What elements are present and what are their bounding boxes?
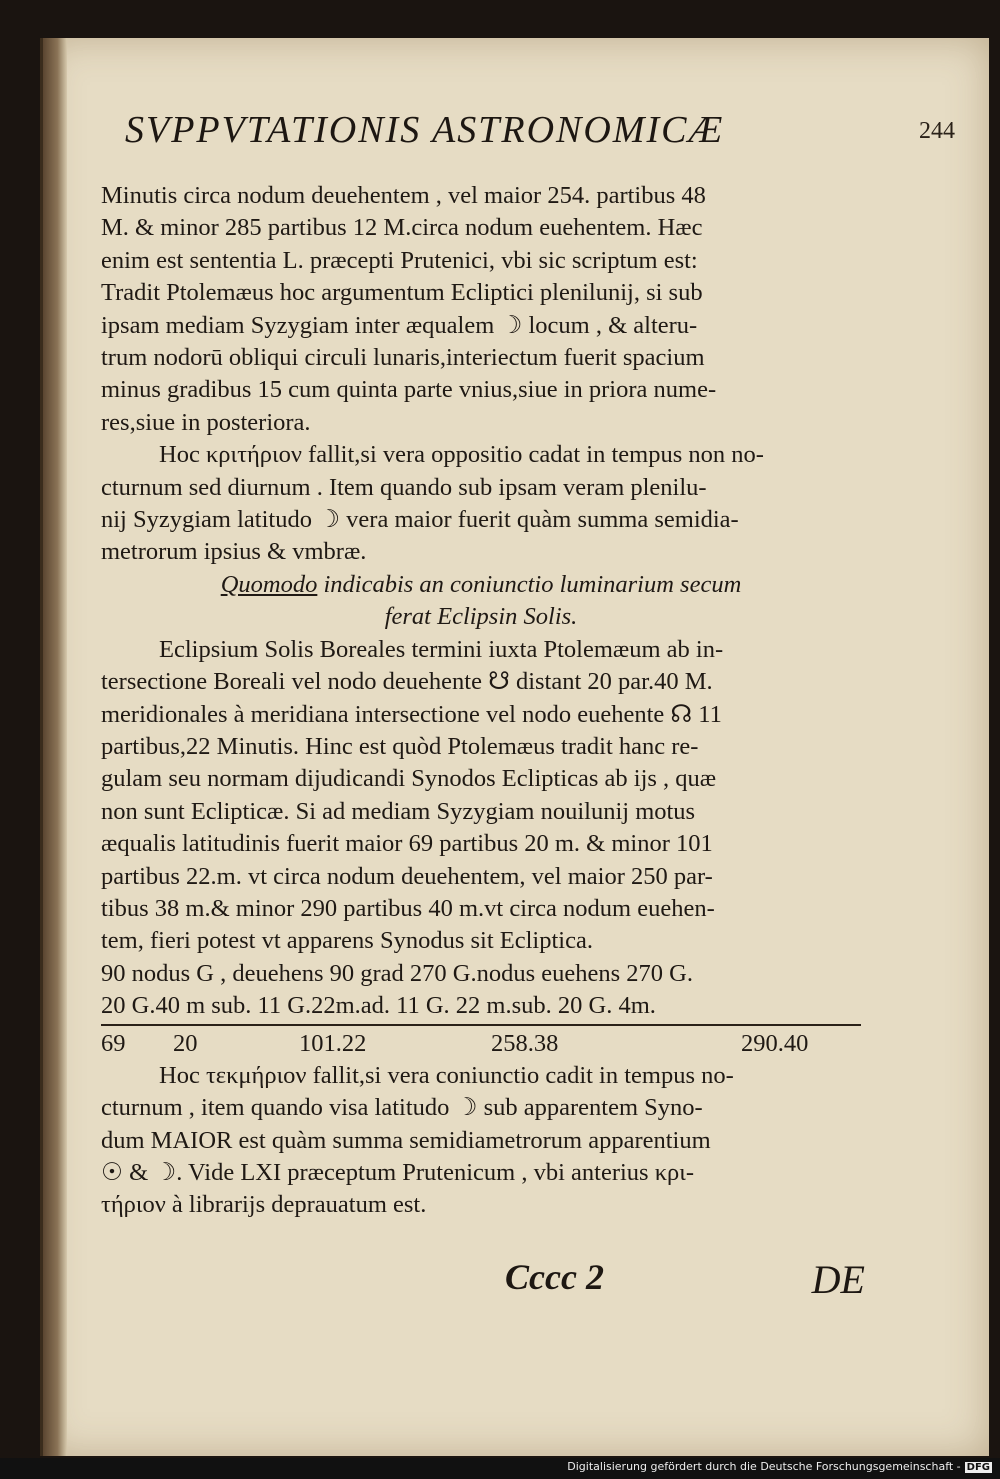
text-line: partibus,22 Minutis. Hinc est quòd Ptolemæus tradit hanc re- bbox=[101, 732, 699, 760]
text-line: tersectione Boreali vel nodo deuehente ☋ distant 20 par.40 M. bbox=[101, 668, 713, 696]
table-cell: 69 bbox=[101, 1029, 126, 1057]
text-line: nij Syzygiam latitudo ☽ vera maior fuerit quàm summa semidia- bbox=[101, 506, 739, 534]
text-line: M. & minor 285 partibus 12 M.circa nodum euehentem. Hæc bbox=[101, 214, 703, 242]
table-cell: 101.22 bbox=[299, 1029, 367, 1057]
text-line: Tradit Ptolemæus hoc argumentum Ecliptici plenilunij, si sub bbox=[101, 279, 703, 307]
text-line: minus gradibus 15 cum quinta parte vnius,siue in priora nume- bbox=[101, 376, 717, 404]
table-cell: 258.38 bbox=[491, 1029, 559, 1057]
table-cell: 20 bbox=[173, 1029, 198, 1057]
text-line: dum MAIOR est quàm summa semidiametrorum apparentium bbox=[101, 1126, 711, 1154]
text-line: Hoc τεκμήριον fallit,si vera coniunctio cadit in tempus no- bbox=[159, 1061, 734, 1089]
text-line: Hoc κριτήριον fallit,si vera oppositio cadat in tempus non no- bbox=[159, 441, 764, 469]
catchwords bbox=[505, 1256, 865, 1306]
text-line: metrorum ipsius & vmbræ. bbox=[101, 538, 367, 566]
table-results-row bbox=[101, 1028, 861, 1060]
text-line: cturnum , item quando visa latitudo ☽ sub apparentem Syno- bbox=[101, 1094, 703, 1122]
heading-underlined-word: Quomodo bbox=[220, 570, 318, 598]
page-number: 244 bbox=[919, 118, 955, 144]
text-line: partibus 22.m. vt circa nodum deuehentem, vel maior 250 par- bbox=[101, 862, 713, 890]
table-row: 90 nodus G , deuehens 90 grad 270 G.nodus euehens 270 G. bbox=[101, 959, 693, 987]
text-line: gulam seu normam dijudicandi Synodos Eclipticas ab ijs , quæ bbox=[101, 765, 717, 793]
text-line: Minutis circa nodum deuehentem , vel maior 254. partibus 48 bbox=[101, 182, 706, 209]
running-title: SVPPVTATIONIS ASTRONOMICÆ bbox=[125, 109, 725, 151]
table-rule bbox=[101, 1024, 861, 1026]
text-line: τήριον à librarijs deprauatum est. bbox=[101, 1191, 427, 1219]
text-line: enim est sententia L. præcepti Prutenici, vbi sic scriptum est: bbox=[101, 246, 698, 274]
text-line: tibus 38 m.& minor 290 partibus 40 m.vt circa nodum euehen- bbox=[101, 894, 715, 922]
heading-line-1: indicabis an coniunctio luminarium secum bbox=[317, 570, 742, 598]
text-line: Eclipsium Solis Boreales termini iuxta Ptolemæum ab in- bbox=[159, 635, 724, 663]
text-line: tem, fieri potest vt apparens Synodus sit Ecliptica. bbox=[101, 927, 593, 955]
footer-band bbox=[0, 1458, 1000, 1479]
text-line: cturnum sed diurnum . Item quando sub ipsam veram plenilu- bbox=[101, 473, 707, 501]
running-head bbox=[125, 108, 955, 158]
text-line: ☉ & ☽. Vide LXI præceptum Prutenicum , vbi anterius κρι- bbox=[101, 1158, 695, 1186]
signature-mark: Cccc 2 bbox=[505, 1257, 604, 1297]
heading-line-2: ferat Eclipsin Solis. bbox=[384, 603, 578, 631]
catchword: DE bbox=[811, 1257, 865, 1302]
body-text bbox=[101, 180, 861, 1222]
text-line: æqualis latitudinis fuerit maior 69 partibus 20 m. & minor 101 bbox=[101, 830, 713, 858]
section-heading bbox=[101, 569, 861, 601]
text-line: trum nodorū obliqui circuli lunaris,interiectum fuerit spacium bbox=[101, 344, 705, 372]
text-line: non sunt Eclipticæ. Si ad mediam Syzygiam nouilunij motus bbox=[101, 797, 696, 825]
table-cell: 290.40 bbox=[741, 1029, 809, 1057]
dfg-logo: DFG bbox=[966, 1462, 990, 1473]
table-row: 20 G.40 m sub. 11 G.22m.ad. 11 G. 22 m.sub. 20 G. 4m. bbox=[101, 991, 656, 1019]
text-line: res,siue in posteriora. bbox=[101, 408, 311, 436]
page-binding-edge bbox=[43, 38, 67, 1456]
text-line: meridionales à meridiana intersectione vel nodo euehente ☊ 11 bbox=[101, 700, 722, 728]
text-line: ipsam mediam Syzygiam inter æqualem ☽ locum , & alteru- bbox=[101, 311, 698, 339]
footer-credit bbox=[567, 1460, 992, 1473]
book-page bbox=[40, 38, 989, 1456]
footer-credit-text: Digitalisierung gefördert durch die Deutsche Forschungsgemeinschaft - bbox=[567, 1460, 961, 1473]
